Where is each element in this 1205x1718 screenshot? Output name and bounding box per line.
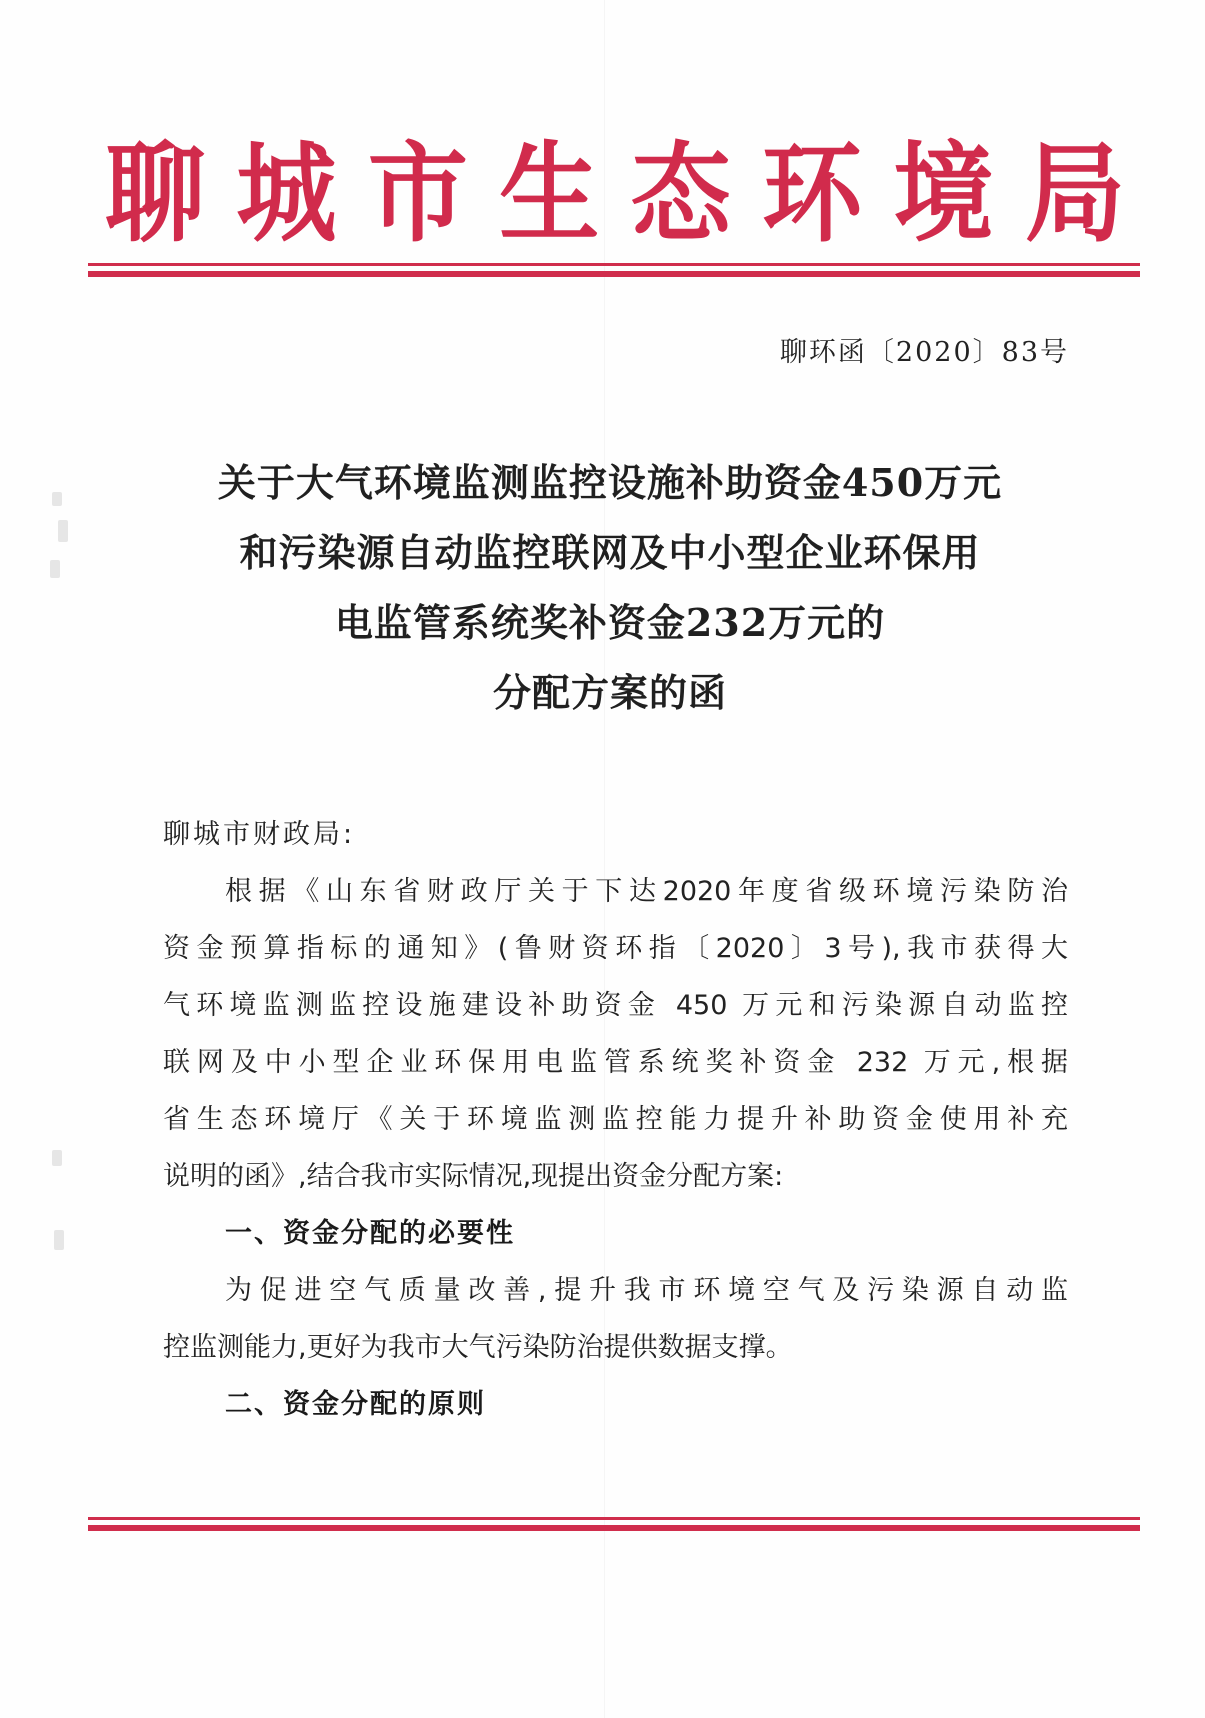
paragraph-line: 控监测能力,更好为我市大气污染防治提供数据支撑。	[163, 1332, 793, 1363]
title-line: 和污染源自动监控联网及中小型企业环保用	[239, 530, 981, 575]
document-title	[120, 448, 1100, 728]
masthead-char: 城	[236, 129, 337, 257]
masthead-char: 局	[1024, 129, 1125, 257]
document-number: 聊环函〔2020〕83号	[779, 337, 1069, 368]
paragraph-line: 为促进空气质量改善,提升我市环境空气及污染源自动监	[225, 1275, 1068, 1306]
masthead-char: 环	[762, 129, 863, 257]
paragraph-line: 气环境监测监控设施建设补助资金 450 万元和污染源自动监控	[163, 990, 1068, 1021]
masthead-char: 生	[499, 129, 600, 257]
paragraph-line: 省生态环境厅《关于环境监测监控能力提升补助资金使用补充	[163, 1104, 1068, 1135]
section-heading-2: 二、资金分配的原则	[225, 1389, 486, 1420]
paragraph-line: 根据《山东省财政厅关于下达2020年度省级环境污染防治	[225, 876, 1068, 907]
document-body	[163, 806, 1068, 1433]
masthead-char: 市	[367, 129, 468, 257]
paragraph-line: 说明的函》,结合我市实际情况,现提出资金分配方案:	[163, 1161, 784, 1192]
masthead-rule-thin	[88, 263, 1140, 266]
masthead-char: 态	[630, 129, 731, 257]
title-line: 分配方案的函	[492, 670, 727, 715]
section-heading-1: 一、资金分配的必要性	[225, 1218, 515, 1249]
title-line: 电监管系统奖补资金232万元的	[334, 600, 886, 645]
footer-rule-thick	[88, 1525, 1140, 1531]
title-line: 关于大气环境监测监控设施补助资金450万元	[217, 460, 1003, 505]
scan-artifact	[58, 520, 68, 542]
masthead-char: 境	[893, 129, 994, 257]
paragraph-line: 资金预算指标的通知》(鲁财资环指〔2020〕3号),我市获得大	[163, 933, 1068, 964]
scan-artifact	[54, 1230, 64, 1250]
masthead-char: 聊	[105, 129, 205, 257]
paragraph-line: 联网及中小型企业环保用电监管系统奖补资金 232 万元,根据	[163, 1047, 1068, 1078]
masthead-rule-thick	[88, 271, 1140, 277]
salutation: 聊城市财政局:	[163, 819, 356, 850]
scan-artifact	[52, 492, 62, 506]
footer-rule-thin	[88, 1517, 1140, 1520]
scan-artifact	[50, 560, 60, 578]
agency-masthead	[100, 129, 1130, 257]
scan-artifact	[52, 1150, 62, 1166]
